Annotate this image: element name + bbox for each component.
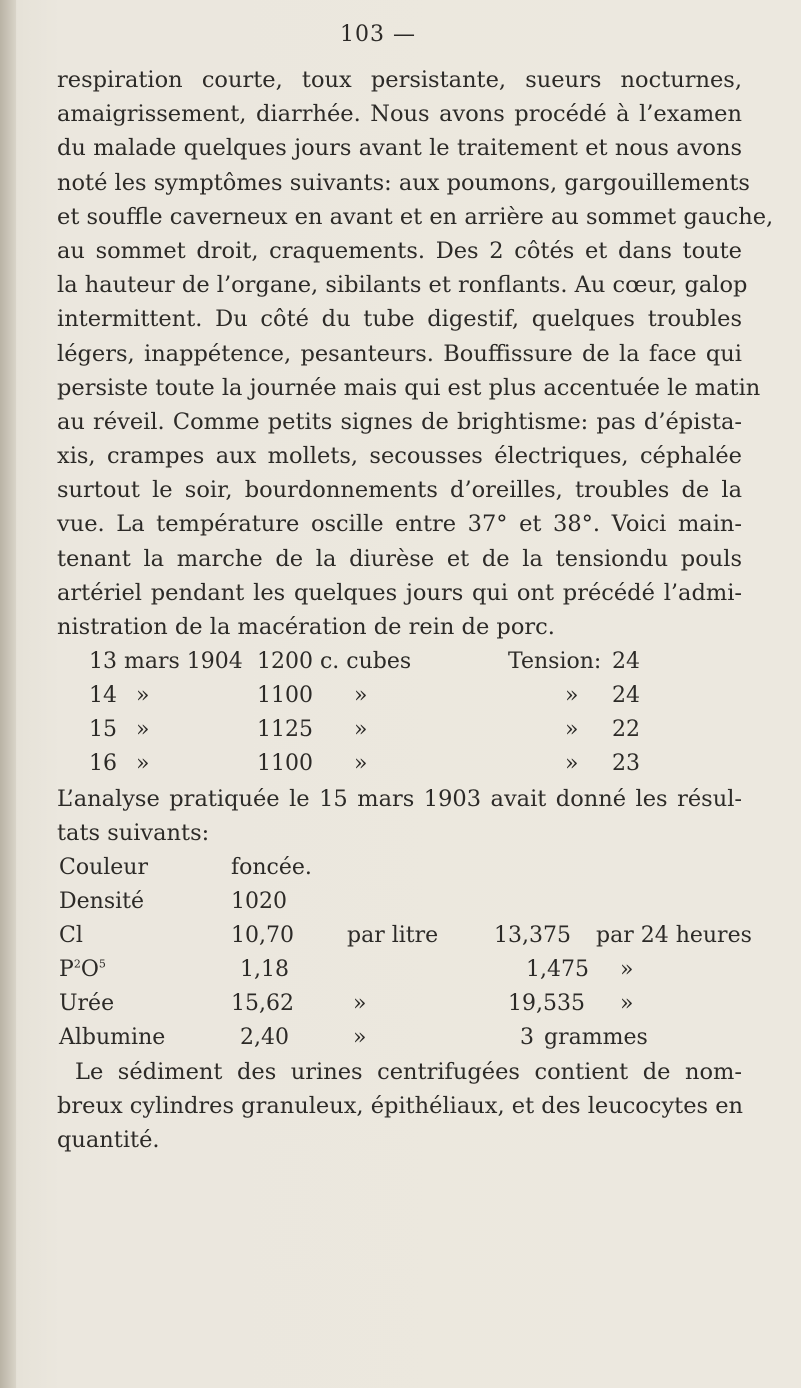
tension-label-cell: » — [565, 717, 579, 742]
tension-label-cell: Tension: — [508, 649, 602, 674]
total-cell: 3 — [520, 1025, 534, 1050]
text-line: L’analyse pratiquée le 15 mars 1903 avait donné les résul- — [57, 786, 742, 812]
label-cell: Couleur — [59, 855, 148, 880]
tension-cell: 23 — [612, 751, 640, 776]
tension-cell: 24 — [612, 649, 640, 674]
tension-label-cell: » — [565, 683, 579, 708]
text-line: nistration de la macération de rein de porc. — [57, 614, 555, 640]
volume-ditto-cell: » — [354, 717, 368, 742]
date-cell: 13 mars 1904 — [89, 649, 243, 674]
text-line: légers, inappétence, pesanteurs. Bouffissure de la face qui — [57, 340, 742, 367]
value-cell: 2,40 — [240, 1025, 289, 1050]
total-cell: 13,375 — [494, 923, 571, 948]
label-cell: Cl — [59, 923, 83, 948]
total-unit-cell: grammes — [544, 1025, 648, 1050]
volume-cell: 1125 — [257, 717, 313, 742]
unit-cell: par litre — [347, 923, 439, 948]
text-line: persiste toute la journée mais qui est plus accentuée le matin — [57, 374, 761, 401]
label-cell: Albumine — [59, 1025, 166, 1050]
label-cell — [59, 957, 106, 982]
value-cell: 10,70 — [231, 923, 294, 948]
date-ditto-cell: » — [136, 717, 150, 742]
formula-main: P — [59, 957, 74, 982]
unit-cell: » — [353, 1025, 367, 1050]
volume-cell: 1100 — [257, 683, 313, 708]
text-line: Le sédiment des urines centrifugées contient de nom- — [75, 1059, 742, 1085]
date-cell: 14 — [89, 683, 117, 708]
formula-subscript: 2 — [73, 957, 81, 971]
text-line: la hauteur de l’organe, sibilants et ronflants. Au cœur, galop — [57, 272, 748, 299]
text-line: tenant la marche de la diurèse et de la tensiondu pouls — [57, 545, 742, 572]
text-line: et souffle caverneux en avant et en arrière au sommet gauche, — [57, 203, 774, 230]
paragraph-symptoms — [57, 63, 774, 644]
label-cell: Densité — [59, 889, 145, 914]
text-line: breux cylindres granuleux, épithéliaux, et des leucocytes en — [57, 1093, 744, 1119]
formula-superscript: 5 — [98, 957, 106, 971]
value-cell: 15,62 — [231, 991, 294, 1016]
date-cell: 15 — [89, 717, 117, 742]
text-line: xis, crampes aux mollets, secousses électriques, céphalée — [57, 443, 742, 470]
total-cell: 1,475 — [526, 957, 589, 982]
date-cell: 16 — [89, 751, 117, 776]
volume-ditto-cell: » — [354, 751, 368, 776]
value-cell: 1020 — [231, 889, 287, 914]
text-line: du malade quelques jours avant le traitement et nous avons — [57, 135, 742, 162]
value-cell: foncée. — [231, 855, 312, 880]
text-line: au réveil. Comme petits signes de brightisme: pas d’épista- — [57, 408, 742, 435]
formula-mid: O — [80, 957, 99, 982]
date-ditto-cell: » — [136, 683, 150, 708]
text-line: au sommet droit, craquements. Des 2 côtés et dans toute — [57, 237, 742, 264]
volume-cell: 1100 — [257, 751, 313, 776]
text-line: intermittent. Du côté du tube digestif, quelques troubles — [57, 306, 742, 333]
volume-ditto-cell: » — [354, 683, 368, 708]
text-line: surtout le soir, bourdonnements d’oreilles, troubles de la — [57, 477, 742, 504]
text-line: amaigrissement, diarrhée. Nous avons procédé à l’examen — [57, 101, 742, 128]
total-unit-cell: » — [620, 991, 634, 1016]
tension-cell: 22 — [612, 717, 640, 742]
page-number: 103 — — [340, 22, 416, 47]
text-line: artériel pendant les quelques jours qui ont précédé l’admi- — [57, 579, 742, 606]
unit-cell: » — [353, 991, 367, 1016]
text-line: quantité. — [57, 1127, 160, 1153]
tension-cell: 24 — [612, 683, 640, 708]
text-line: noté les symptômes suivants: aux poumons, gargouillements — [57, 169, 750, 196]
tension-label-cell: » — [565, 751, 579, 776]
label-cell: Urée — [59, 991, 115, 1016]
total-unit-cell: par 24 heures — [596, 923, 752, 948]
text-line: tats suivants: — [57, 820, 210, 846]
total-cell: 19,535 — [508, 991, 585, 1016]
volume-cell: 1200 c. cubes — [257, 649, 412, 674]
page-binding-edge — [0, 0, 16, 1388]
total-unit-cell: » — [620, 957, 634, 982]
text-line: respiration courte, toux persistante, sueurs nocturnes, — [57, 67, 742, 93]
text-line: vue. La température oscille entre 37° et 38°. Voici main- — [57, 511, 742, 538]
value-cell: 1,18 — [240, 957, 289, 982]
date-ditto-cell: » — [136, 751, 150, 776]
